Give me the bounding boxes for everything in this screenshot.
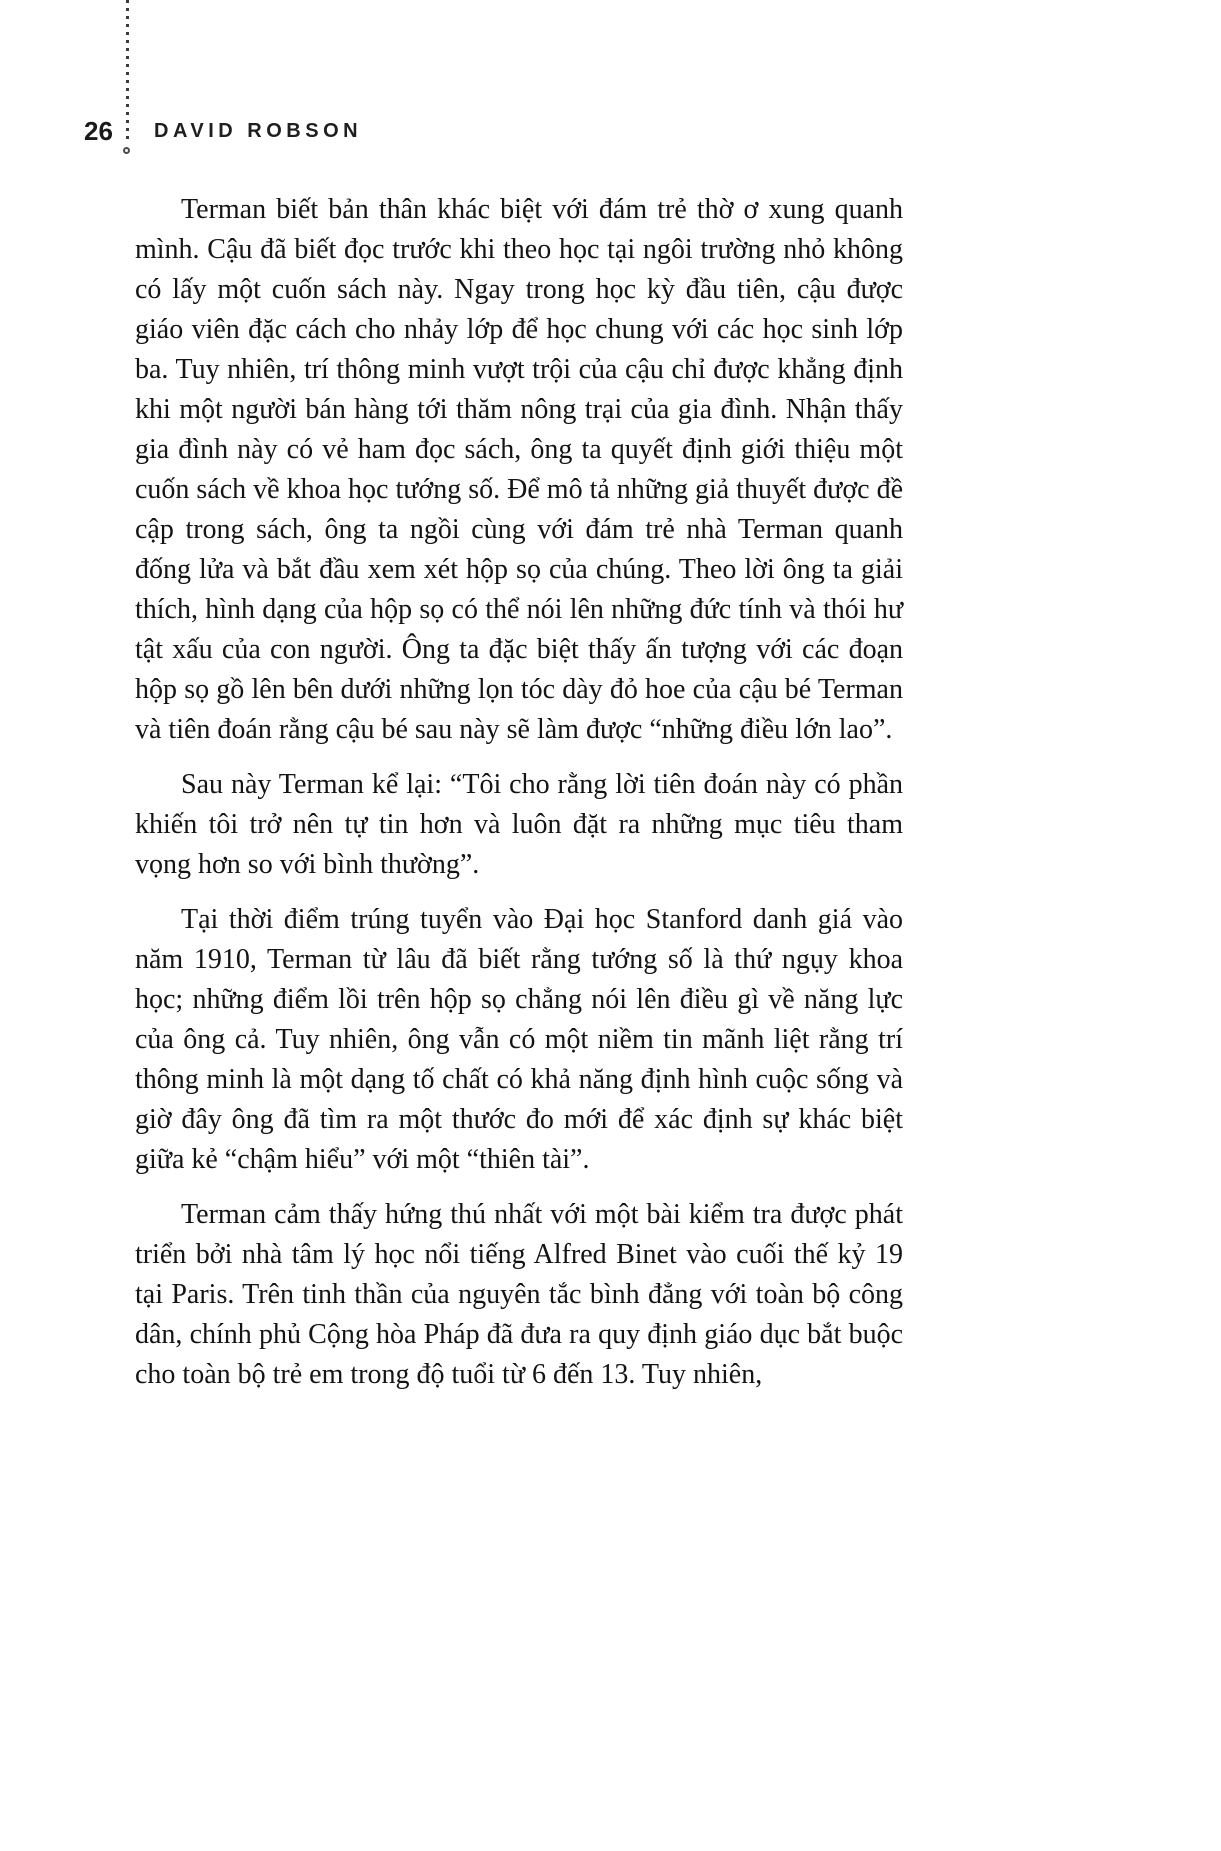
paragraph-3: Tại thời điểm trúng tuyển vào Đại học Stanford danh giá vào năm 1910, Terman từ lâu đã biết rằng tướng số là thứ ngụy khoa học; những điểm lồi trên hộp sọ chẳng nói lên điều gì về năng lực của ông cả. Tuy nhiên, ông vẫn có một niềm tin mãnh liệt rằng trí thông minh là một dạng tố chất có khả năng định hình cuộc sống và giờ đây ông đã tìm ra một thước đo mới để xác định sự khác biệt giữa kẻ “chậm hiểu” với một “thiên tài”. — [135, 904, 903, 1175]
paragraph-1: Terman biết bản thân khác biệt với đám trẻ thờ ơ xung quanh mình. Cậu đã biết đọc trước khi theo học tại ngôi trường nhỏ không có lấy một cuốn sách này. Ngay trong học kỳ đầu tiên, cậu được giáo viên đặc cách cho nhảy lớp để học chung với các học sinh lớp ba. Tuy nhiên, trí thông minh vượt trội của cậu chỉ được khẳng định khi một người bán hàng tới thăm nông trại của gia đình. Nhận thấy gia đình này có vẻ ham đọc sách, ông ta quyết định giới thiệu một cuốn sách về khoa học tướng số. Để mô tả những giả thuyết được đề cập trong sách, ông ta ngồi cùng với đám trẻ nhà Terman quanh đống lửa và bắt đầu xem xét hộp sọ của chúng. Theo lời ông ta giải thích, hình dạng của hộp sọ có thể nói lên những đức tính và thói hư tật xấu của con người. Ông ta đặc biệt thấy ấn tượng với các đoạn hộp sọ gồ lên bên dưới những lọn tóc dày đỏ hoe của cậu bé Terman và tiên đoán rằng cậu bé sau này sẽ làm được “những điều lớn lao”. — [135, 194, 903, 745]
running-header-author: DAVID ROBSON — [154, 120, 363, 142]
ring-ornament — [123, 147, 130, 154]
paragraph-4: Terman cảm thấy hứng thú nhất với một bài kiểm tra được phát triển bởi nhà tâm lý học nổi tiếng Alfred Binet vào cuối thế kỷ 19 tại Paris. Trên tinh thần của nguyên tắc bình đẳng với toàn bộ công dân, chính phủ Cộng hòa Pháp đã đưa ra quy định giáo dục bắt buộc cho toàn bộ trẻ em trong độ tuổi từ 6 đến 13. Tuy nhiên, — [135, 1199, 903, 1390]
dotted-line-ornament — [126, 0, 129, 140]
body-text — [135, 190, 903, 1410]
page-number: 26 — [84, 116, 113, 146]
paragraph-2: Sau này Terman kể lại: “Tôi cho rằng lời tiên đoán này có phần khiến tôi trở nên tự tin hơn và luôn đặt ra những mục tiêu tham vọng hơn so với bình thường”. — [135, 769, 903, 880]
